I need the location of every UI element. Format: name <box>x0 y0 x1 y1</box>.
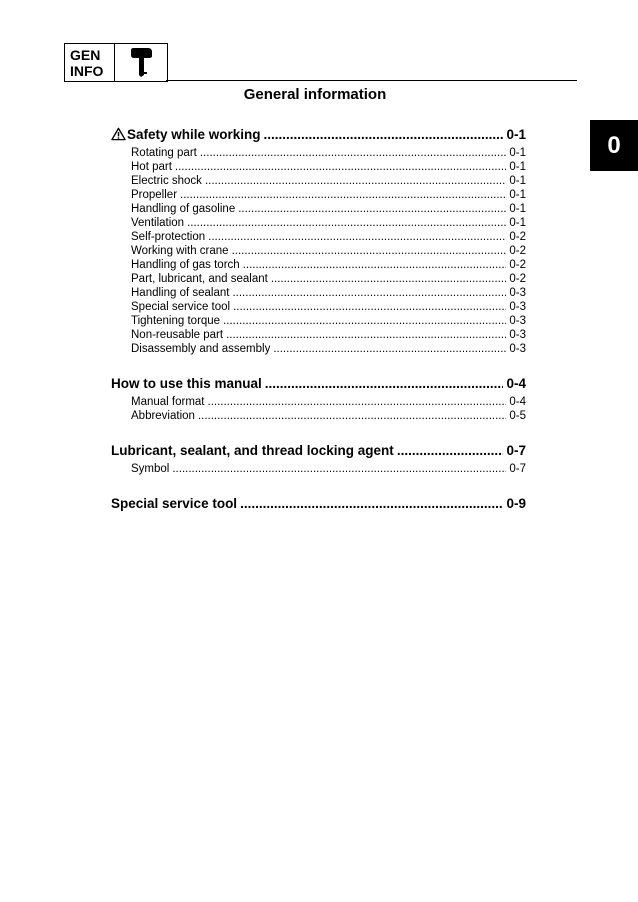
section-label-line1: GEN <box>70 47 101 63</box>
section-label-line2: INFO <box>70 63 104 79</box>
dot-leader <box>397 442 504 460</box>
dot-leader <box>208 395 507 409</box>
dot-leader <box>232 244 507 258</box>
toc-item-page: 0-1 <box>509 175 526 187</box>
toc-item-label: Working with crane <box>131 245 229 257</box>
toc-item-page: 0-1 <box>509 147 526 159</box>
toc-item-page: 0-2 <box>509 231 526 243</box>
toc-section-label <box>111 126 261 144</box>
toc-item[interactable] <box>111 300 526 314</box>
warning-triangle-icon <box>111 127 126 141</box>
dot-leader <box>208 230 506 244</box>
section-box <box>64 43 168 82</box>
dot-leader <box>187 216 506 230</box>
dot-leader <box>180 188 506 202</box>
toc-item[interactable] <box>111 146 526 160</box>
page-title: General information <box>243 86 387 103</box>
chapter-tab: 0 <box>590 120 638 171</box>
toc-item[interactable] <box>111 244 526 258</box>
dot-leader <box>175 160 506 174</box>
dot-leader <box>238 202 506 216</box>
dot-leader <box>264 126 504 144</box>
dot-leader <box>240 495 503 513</box>
toc-item-page: 0-3 <box>509 287 526 299</box>
toc-item-label: Part, lubricant, and sealant <box>131 273 268 285</box>
toc-item-label: Disassembly and assembly <box>131 343 271 355</box>
dot-leader <box>233 300 506 314</box>
toc-section-text: Safety while working <box>127 127 261 142</box>
toc-item-page: 0-3 <box>509 301 526 313</box>
toc-item[interactable] <box>111 314 526 328</box>
dot-leader <box>205 174 506 188</box>
toc-item[interactable] <box>111 216 526 230</box>
toc-item[interactable] <box>111 395 526 409</box>
toc-item-page: 0-2 <box>509 245 526 257</box>
toc-item-label: Abbreviation <box>131 410 195 422</box>
toc-section-label: Special service tool <box>111 496 238 511</box>
toc-section-safety[interactable] <box>111 126 526 144</box>
dot-leader <box>226 328 506 342</box>
toc-section-page: 0-4 <box>506 376 526 391</box>
toc-item-page: 0-2 <box>509 259 526 271</box>
toc-section-lubricant[interactable] <box>111 442 526 460</box>
toc-item[interactable] <box>111 160 526 174</box>
dot-leader <box>198 409 506 423</box>
toc-section-how-to-use[interactable] <box>111 375 526 393</box>
dot-leader <box>273 342 506 356</box>
toc-item-label: Electric shock <box>131 175 202 187</box>
toc-item-label: Handling of sealant <box>131 287 230 299</box>
section-label <box>65 44 115 81</box>
toc-item-label: Manual format <box>131 396 205 408</box>
toc-item-label: Handling of gas torch <box>131 259 240 271</box>
table-of-contents <box>111 126 526 513</box>
toc-item-label: Rotating part <box>131 147 197 159</box>
toc-item-page: 0-7 <box>509 463 526 475</box>
toc-item-label: Non-reusable part <box>131 329 224 341</box>
toc-item[interactable] <box>111 258 526 272</box>
toc-item[interactable] <box>111 342 526 356</box>
toc-item[interactable] <box>111 272 526 286</box>
toc-item-label: Hot part <box>131 161 172 173</box>
toc-item[interactable] <box>111 188 526 202</box>
toc-item-page: 0-3 <box>509 329 526 341</box>
toc-section-page: 0-7 <box>506 443 526 458</box>
outboard-motor-icon <box>115 44 167 81</box>
toc-item-label: Tightening torque <box>131 315 221 327</box>
toc-item-label: Propeller <box>131 189 178 201</box>
toc-item-page: 0-1 <box>509 203 526 215</box>
toc-item-label: Special service tool <box>131 301 231 313</box>
toc-item-page: 0-4 <box>509 396 526 408</box>
toc-item[interactable] <box>111 328 526 342</box>
toc-item-page: 0-3 <box>509 343 526 355</box>
toc-item[interactable] <box>111 230 526 244</box>
dot-leader <box>243 258 507 272</box>
toc-section-label: Lubricant, sealant, and thread locking agent <box>111 443 394 458</box>
toc-section-label: How to use this manual <box>111 376 262 391</box>
toc-section-special-service-tool[interactable] <box>111 495 526 513</box>
dot-leader <box>172 462 506 476</box>
toc-item-label: Symbol <box>131 463 170 475</box>
toc-item-page: 0-1 <box>509 189 526 201</box>
dot-leader <box>223 314 506 328</box>
dot-leader <box>232 286 506 300</box>
toc-item-page: 0-2 <box>509 273 526 285</box>
toc-item-page: 0-5 <box>509 410 526 422</box>
toc-item[interactable] <box>111 462 526 476</box>
toc-section-page: 0-9 <box>506 496 526 511</box>
dot-leader <box>271 272 507 286</box>
toc-item-label: Ventilation <box>131 217 185 229</box>
toc-item[interactable] <box>111 409 526 423</box>
dot-leader <box>265 375 504 393</box>
toc-item-page: 0-1 <box>509 217 526 229</box>
toc-item[interactable] <box>111 174 526 188</box>
header-rule <box>166 80 577 81</box>
toc-item[interactable] <box>111 286 526 300</box>
toc-item-label: Self-protection <box>131 231 206 243</box>
toc-item-page: 0-1 <box>509 161 526 173</box>
dot-leader <box>200 146 507 160</box>
toc-item-page: 0-3 <box>509 315 526 327</box>
toc-item-label: Handling of gasoline <box>131 203 236 215</box>
toc-section-page: 0-1 <box>506 127 526 142</box>
toc-item[interactable] <box>111 202 526 216</box>
